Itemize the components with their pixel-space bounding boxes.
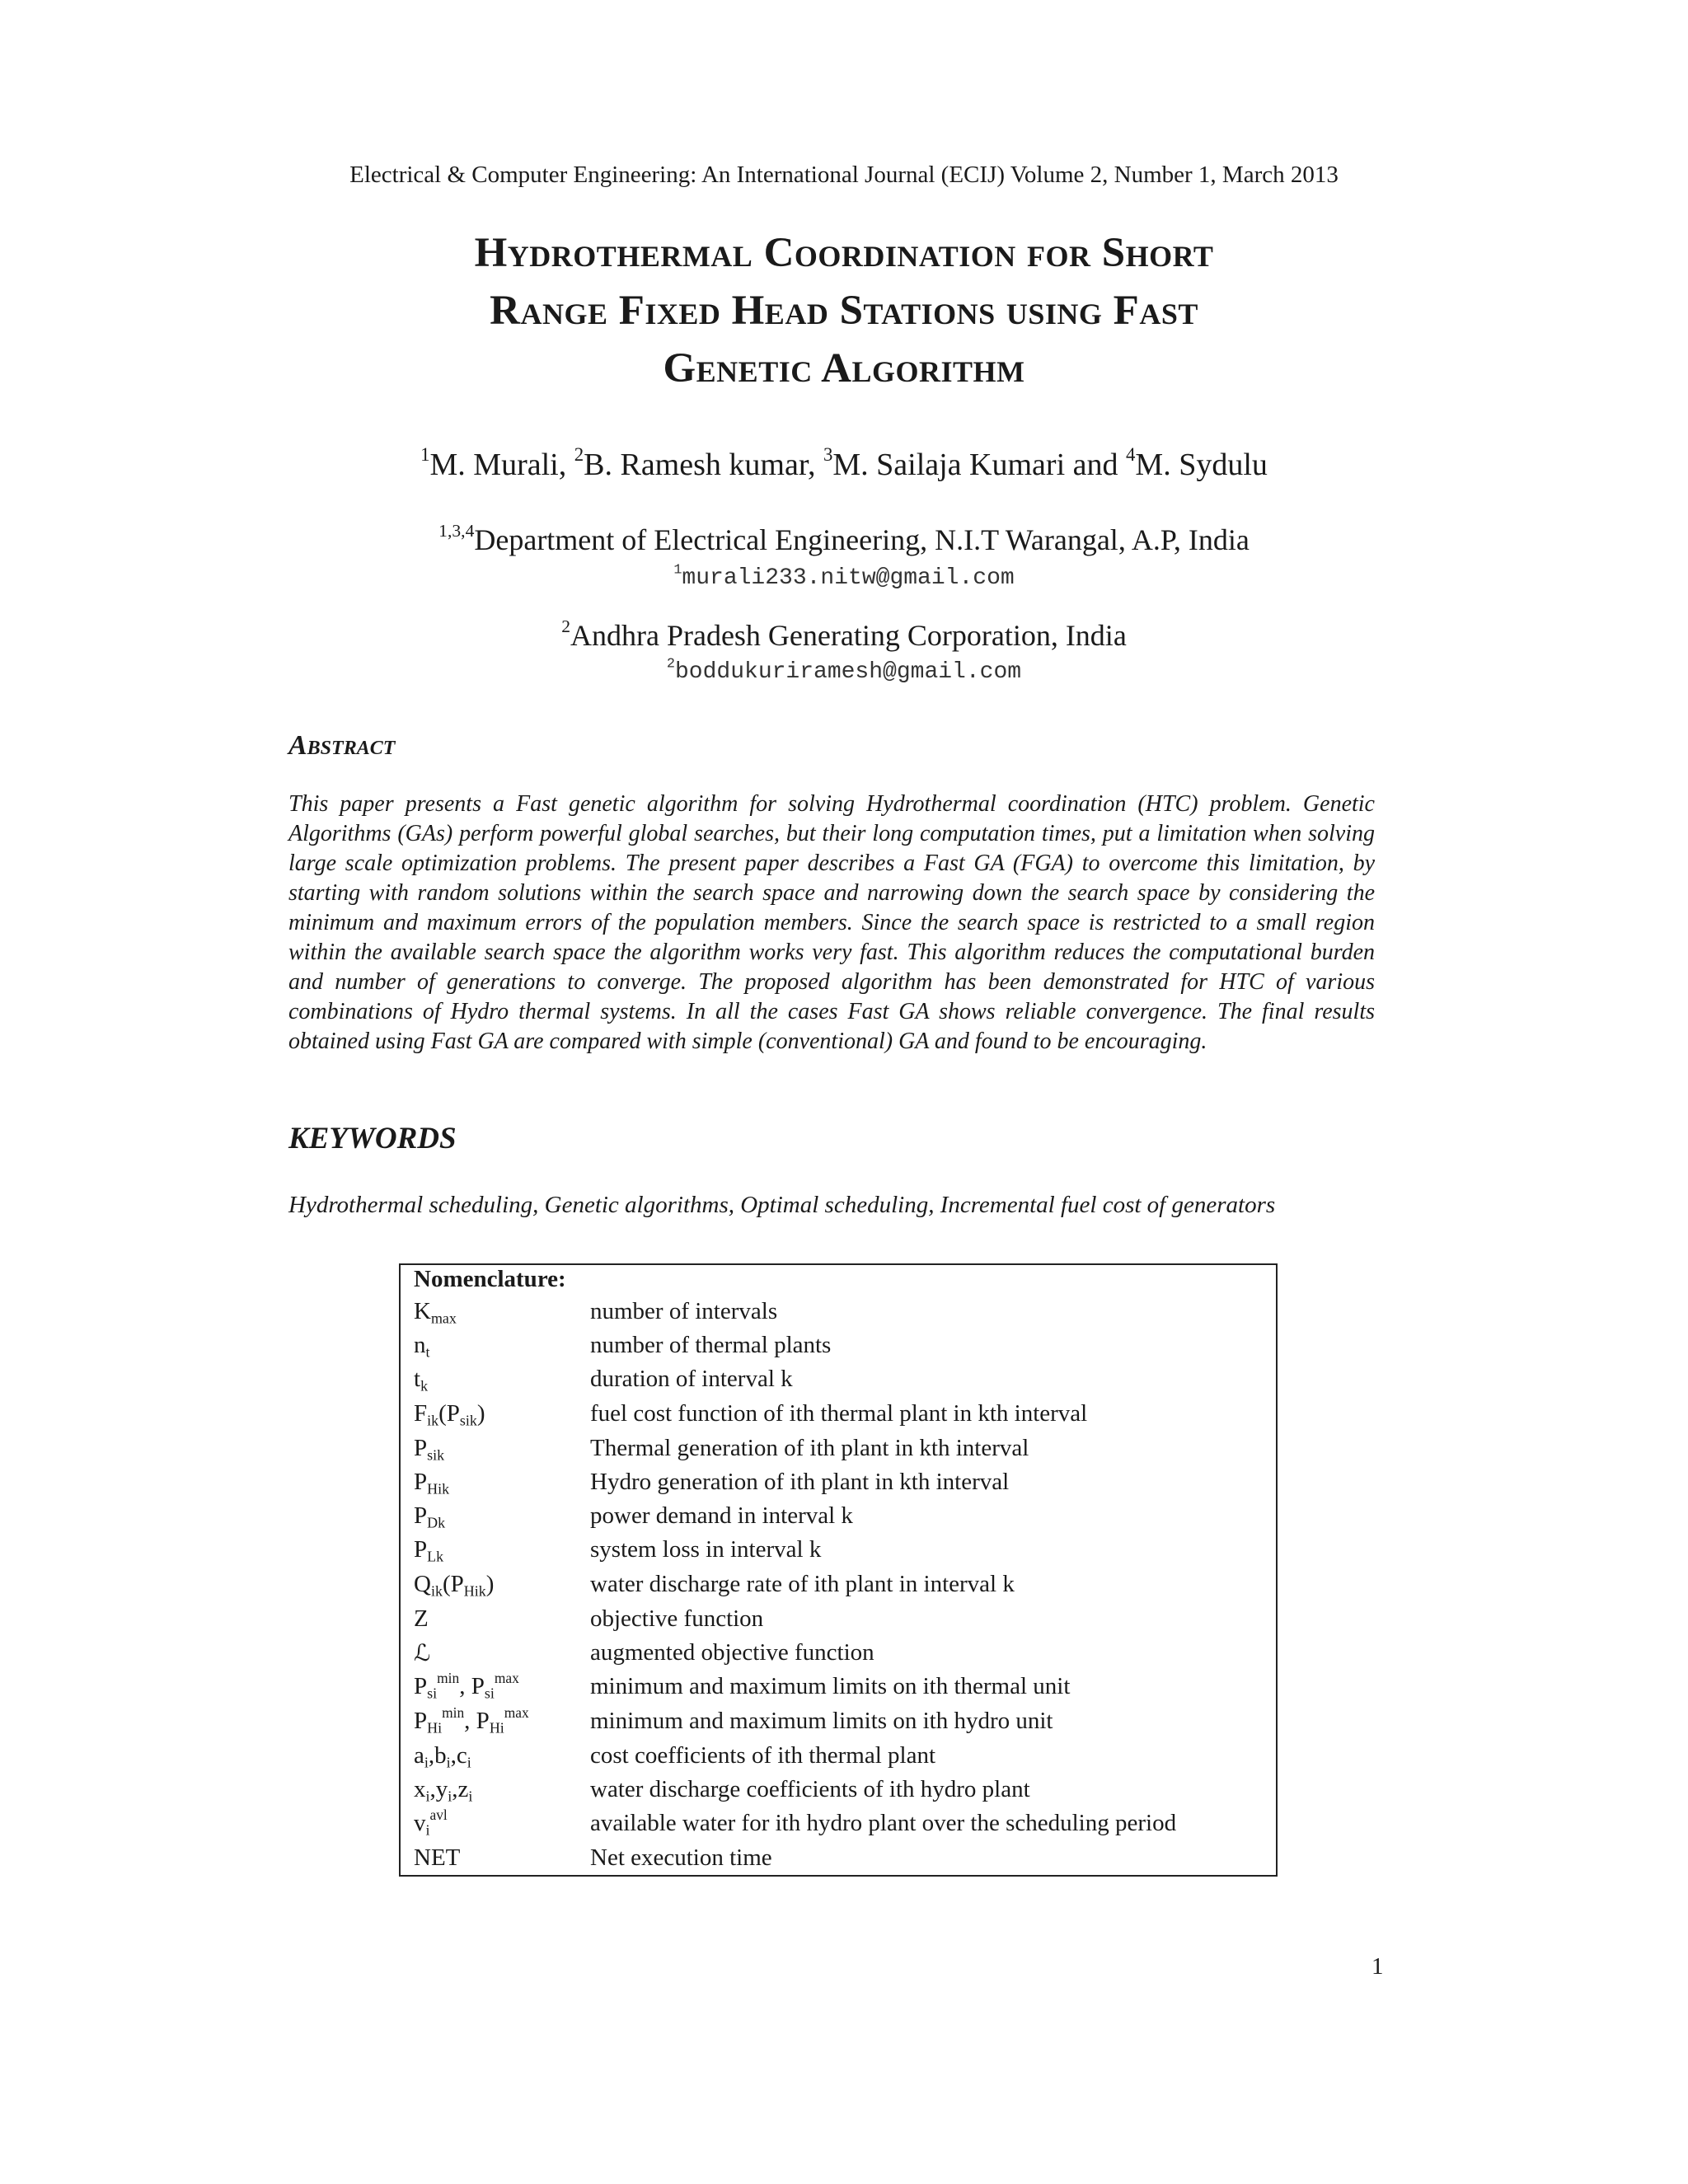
symbol-part: ,b xyxy=(428,1742,447,1769)
nomenclature-definition: Net execution time xyxy=(590,1844,772,1871)
nomenclature-row xyxy=(414,1806,1271,1844)
nomenclature-definition: minimum and maximum limits on ith hydro unit xyxy=(590,1708,1053,1734)
symbol-part: ,z xyxy=(452,1776,469,1802)
nomenclature-row xyxy=(414,1669,1271,1707)
nomenclature-row xyxy=(414,1502,1271,1536)
nomenclature-definition: objective function xyxy=(590,1605,764,1632)
nomenclature-definition: system loss in interval k xyxy=(590,1536,822,1563)
author-list xyxy=(0,443,1688,483)
nomenclature-definition: Hydro generation of ith plant in kth interval xyxy=(590,1469,1010,1495)
symbol-part: Q xyxy=(414,1571,431,1597)
symbol-part: i xyxy=(446,1754,451,1771)
symbol-part: i xyxy=(425,1788,430,1805)
nomenclature-definition: number of thermal plants xyxy=(590,1332,832,1358)
symbol-part: si xyxy=(427,1685,438,1702)
symbol-part: i xyxy=(467,1754,471,1771)
symbol-part: min xyxy=(437,1669,460,1686)
nomenclature-symbol xyxy=(414,1704,529,1736)
title-line: Hydrothermal Coordination for Short xyxy=(474,230,1214,276)
keywords-body: Hydrothermal scheduling, Genetic algorithms, Optimal scheduling, Incremental fuel cost of generators xyxy=(288,1192,1276,1218)
symbol-part: max xyxy=(504,1704,529,1721)
nomenclature-row xyxy=(414,1704,1271,1741)
symbol-part: K xyxy=(414,1298,431,1324)
nomenclature-box xyxy=(399,1263,1278,1877)
affiliation-text: Department of Electrical Engineering, N.I.T Warangal, A.P, India xyxy=(474,523,1250,556)
symbol-part: Hik xyxy=(427,1480,450,1497)
symbol-part: P xyxy=(414,1673,428,1699)
symbol-part: Dk xyxy=(427,1514,446,1531)
nomenclature-definition: water discharge rate of ith plant in interval k xyxy=(590,1571,1015,1597)
nomenclature-definition: water discharge coefficients of ith hydro plant xyxy=(590,1776,1030,1802)
author-marker: 3 xyxy=(823,443,833,465)
nomenclature-definition: fuel cost function of ith thermal plant in kth interval xyxy=(590,1400,1088,1427)
nomenclature-symbol xyxy=(414,1806,448,1839)
nomenclature-definition: minimum and maximum limits on ith thermal unit xyxy=(590,1673,1071,1699)
symbol-part: , P xyxy=(464,1708,490,1734)
nomenclature-symbol xyxy=(414,1639,430,1667)
paper-title xyxy=(0,224,1688,397)
nomenclature-definition: number of intervals xyxy=(590,1298,778,1324)
affiliation xyxy=(0,618,1688,653)
symbol-part: i xyxy=(448,1788,452,1805)
symbol-part: ℒ xyxy=(414,1639,431,1666)
author-name: M. Murali, xyxy=(429,448,574,482)
symbol-part: Z xyxy=(414,1605,429,1632)
email-marker: 2 xyxy=(666,656,675,673)
symbol-part: ,y xyxy=(429,1776,448,1802)
nomenclature-row xyxy=(414,1844,1271,1878)
nomenclature-symbol xyxy=(414,1435,444,1462)
nomenclature-symbol xyxy=(414,1536,443,1563)
symbol-part: i xyxy=(425,1821,430,1839)
symbol-part: si xyxy=(484,1685,495,1702)
keywords-heading: KEYWORDS xyxy=(288,1122,457,1155)
symbol-part: P xyxy=(414,1536,428,1563)
symbol-part: (P xyxy=(438,1400,460,1427)
nomenclature-definition: augmented objective function xyxy=(590,1639,874,1666)
affiliation-marker: 1,3,4 xyxy=(438,520,475,541)
symbol-part: NET xyxy=(414,1844,461,1871)
nomenclature-row xyxy=(414,1366,1271,1399)
symbol-part: avl xyxy=(429,1806,448,1823)
symbol-part: , P xyxy=(459,1673,485,1699)
nomenclature-row xyxy=(414,1400,1271,1434)
symbol-part: i xyxy=(424,1754,429,1771)
author-email[interactable] xyxy=(0,656,1688,685)
nomenclature-row xyxy=(414,1776,1271,1810)
affiliation-text: Andhra Pradesh Generating Corporation, India xyxy=(570,619,1127,652)
symbol-part: n xyxy=(414,1332,426,1358)
symbol-part: (P xyxy=(442,1571,464,1597)
author-name: M. Sydulu xyxy=(1135,448,1268,482)
symbol-part: x xyxy=(414,1776,426,1802)
nomenclature-definition: duration of interval k xyxy=(590,1366,793,1392)
author-email[interactable] xyxy=(0,562,1688,591)
symbol-part: Hi xyxy=(427,1719,443,1736)
author-marker: 4 xyxy=(1126,443,1136,465)
symbol-part: F xyxy=(414,1400,428,1427)
nomenclature-symbol xyxy=(414,1400,485,1427)
nomenclature-symbol xyxy=(414,1776,472,1803)
nomenclature-row xyxy=(414,1469,1271,1502)
symbol-part: P xyxy=(414,1435,428,1461)
symbol-part: max xyxy=(430,1310,457,1327)
symbol-part: sik xyxy=(427,1446,445,1464)
nomenclature-symbol xyxy=(414,1502,445,1530)
symbol-part: i xyxy=(468,1788,473,1805)
author-name: M. Sailaja Kumari and xyxy=(832,448,1126,482)
nomenclature-definition: cost coefficients of ith thermal plant xyxy=(590,1742,936,1769)
nomenclature-definition: available water for ith hydro plant over the scheduling period xyxy=(590,1810,1177,1836)
symbol-part: ,c xyxy=(450,1742,467,1769)
symbol-part: ik xyxy=(427,1412,439,1429)
affiliation xyxy=(0,520,1688,557)
nomenclature-row xyxy=(414,1536,1271,1570)
symbol-part: min xyxy=(442,1704,465,1721)
abstract-heading: Abstract xyxy=(288,730,396,761)
symbol-part: Hik xyxy=(463,1582,486,1600)
symbol-part: P xyxy=(414,1708,428,1734)
symbol-part: P xyxy=(414,1502,428,1529)
nomenclature-row xyxy=(414,1605,1271,1639)
symbol-part: Hi xyxy=(489,1719,504,1736)
nomenclature-symbol xyxy=(414,1571,494,1598)
nomenclature-definition: power demand in interval k xyxy=(590,1502,853,1529)
symbol-part: Lk xyxy=(427,1548,444,1565)
abstract-body: This paper presents a Fast genetic algorithm for solving Hydrothermal coordination (HTC) problem. Genetic Algorithms (GAs) perform powerful global searches, but their long computation times, put a limitation when solving large scale optimization problems. The present paper describes a Fast GA (FGA) to overcome this limitation, by starting with random solutions within the search space and narrowing down the search space by considering the minimum and maximum errors of the population members. Since the search space is restricted to a small region within the available search space the algorithm works very fast. This algorithm reduces the computational burden and number of generations to converge. The proposed algorithm has been demonstrated for HTC of various combinations of Hydro thermal systems. In all the cases Fast GA shows reliable convergence. The final results obtained using Fast GA are compared with simple (conventional) GA and found to be encouraging. xyxy=(288,791,1375,1054)
nomenclature-definition: Thermal generation of ith plant in kth interval xyxy=(590,1435,1029,1461)
symbol-part: ) xyxy=(485,1571,495,1597)
symbol-part: a xyxy=(414,1742,424,1769)
nomenclature-symbol xyxy=(414,1742,471,1769)
symbol-part: sik xyxy=(459,1412,477,1429)
nomenclature-title: Nomenclature: xyxy=(414,1266,566,1292)
symbol-part: P xyxy=(414,1469,428,1495)
nomenclature-symbol xyxy=(414,1366,428,1393)
author-marker: 1 xyxy=(420,443,430,465)
nomenclature-row xyxy=(414,1639,1271,1673)
affiliation-marker: 2 xyxy=(561,616,570,636)
nomenclature-row xyxy=(414,1298,1271,1332)
symbol-part: ) xyxy=(476,1400,485,1427)
email-address[interactable]: boddukuriramesh@gmail.com xyxy=(675,659,1022,685)
author-marker: 2 xyxy=(574,443,584,465)
symbol-part: v xyxy=(414,1810,426,1836)
symbol-part: t xyxy=(425,1343,430,1361)
symbol-part: k xyxy=(420,1377,429,1394)
symbol-part: max xyxy=(494,1669,519,1686)
email-address[interactable]: murali233.nitw@gmail.com xyxy=(682,565,1015,591)
nomenclature-row xyxy=(414,1571,1271,1605)
page-number: 1 xyxy=(1372,1953,1384,1980)
email-marker: 1 xyxy=(673,562,682,579)
running-header: Electrical & Computer Engineering: An International Journal (ECIJ) Volume 2, Number 1, March 2013 xyxy=(349,162,1339,188)
title-line: Genetic Algorithm xyxy=(663,345,1025,391)
symbol-part: ik xyxy=(430,1582,443,1600)
nomenclature-symbol xyxy=(414,1605,429,1633)
symbol-part: t xyxy=(414,1366,421,1392)
nomenclature-row xyxy=(414,1742,1271,1776)
nomenclature-symbol xyxy=(414,1469,449,1496)
title-line: Range Fixed Head Stations using Fast xyxy=(490,288,1198,334)
nomenclature-row xyxy=(414,1435,1271,1469)
nomenclature-symbol xyxy=(414,1298,457,1325)
nomenclature-row xyxy=(414,1332,1271,1366)
nomenclature-symbol xyxy=(414,1844,460,1872)
author-name: B. Ramesh kumar, xyxy=(584,448,823,482)
nomenclature-symbol xyxy=(414,1332,430,1359)
nomenclature-symbol xyxy=(414,1669,519,1702)
